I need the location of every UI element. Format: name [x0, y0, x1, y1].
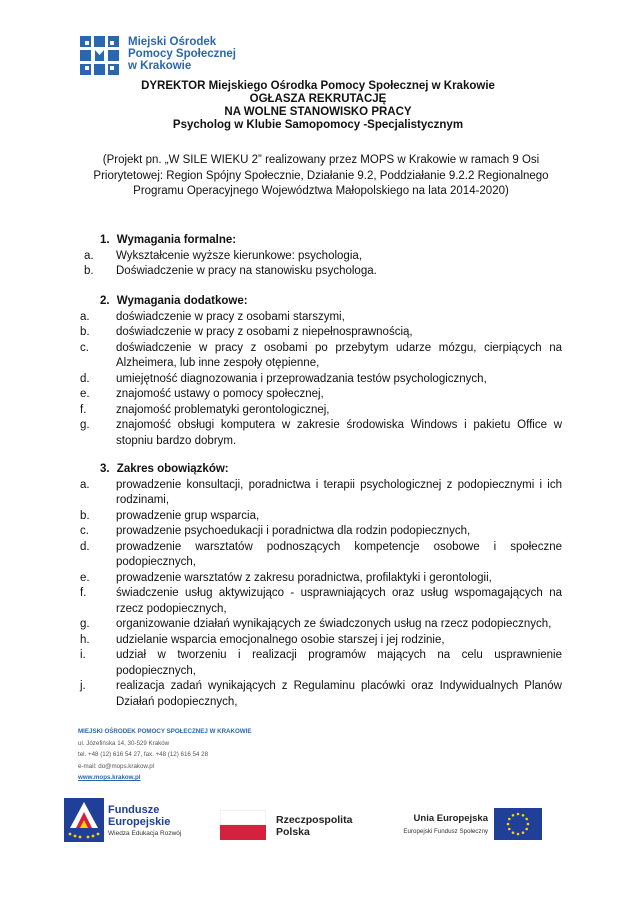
item-letter: c. [80, 341, 89, 354]
list-item [80, 341, 562, 372]
logo-line2: Pomocy Społecznej [128, 48, 237, 60]
fe-line3: Wiedza Edukacja Rozwój [108, 830, 182, 837]
title-line4: Psycholog w Klubie Samopomocy -Specjalistycznym [172, 119, 464, 131]
item-text: znajomość obsługi komputera w zakresie środowiska Windows i pakietu Office w stopniu bardzo dobrym. [116, 419, 562, 447]
section-number: 1. [100, 234, 110, 246]
item-text: organizowanie działań wynikających ze świadczonych usług na rzecz podopiecznych, [116, 618, 552, 630]
section-heading [80, 233, 562, 249]
logo-line3: w Krakowie [128, 60, 192, 72]
section-heading-text: Wymagania formalne: [116, 234, 237, 246]
item-letter: d. [80, 540, 90, 553]
item-text: prowadzenie konsultacji, poradnictwa i terapii psychologicznej z podopiecznymi i ich rodzinami, [116, 478, 562, 506]
item-letter: a. [80, 310, 90, 323]
section-duties [80, 462, 562, 710]
item-letter: e. [80, 388, 90, 400]
item-letter: g. [80, 618, 90, 630]
item-letter: j. [80, 680, 86, 692]
ue-line1: Unia Europejska [413, 813, 488, 824]
section-heading-text: Wymagania dodatkowe: [116, 295, 248, 307]
eu-flag-icon [494, 808, 542, 840]
ue-line2: Europejski Fundusz Społeczny [403, 828, 488, 835]
section-number: 3. [100, 463, 110, 475]
logo-text [128, 36, 236, 72]
list-item [80, 679, 562, 710]
footer-email[interactable]: e-mail: do@mops.krakow.pl [78, 762, 155, 770]
item-letter: b. [80, 326, 90, 338]
polish-flag-icon [220, 810, 266, 840]
section-number: 2. [100, 295, 110, 307]
fundusze-europejskie-flag-icon [64, 798, 104, 842]
list-item [80, 403, 562, 419]
list-item [80, 617, 562, 633]
item-text: umiejętność diagnozowania i przeprowadzania testów psychologicznych, [116, 372, 487, 385]
item-text: znajomość ustawy o pomocy społecznej, [116, 388, 324, 400]
list-item [80, 325, 562, 341]
section-heading [80, 462, 562, 478]
list-item [80, 524, 562, 540]
item-text: prowadzenie warsztatów z zakresu poradnictwa, profilaktyki i gerontologii, [116, 571, 492, 584]
item-letter: f. [80, 403, 87, 416]
footer-website-link[interactable]: www.mops.krakow.pl [78, 774, 141, 781]
title-line1: DYREKTOR Miejskiego Ośrodka Pomocy Społecznej w Krakowie [141, 80, 495, 92]
list-item [80, 586, 562, 617]
list-item [80, 310, 562, 326]
item-text: doświadczenie w pracy z osobami po przebytym udarze mózgu, cierpiących na Alzheimera, lub inne zespoły otępienne, [116, 341, 562, 369]
item-text: Doświadczenie w pracy na stanowisku psychologa. [116, 265, 377, 277]
title-line2: OGŁASZA REKRUTACJĘ [249, 93, 387, 105]
list-item [80, 478, 562, 509]
section-additional-requirements [80, 294, 562, 449]
fe-line2: Europejskie [108, 816, 171, 828]
footer-phone: tel. +48 (12) 616 54 27, fax. +48 (12) 616 54 28 [78, 751, 209, 758]
rp-logo-text [276, 814, 352, 838]
item-text: Wykształcenie wyższe kierunkowe: psychologia, [116, 249, 362, 262]
footer-org: MIEJSKI OŚRODEK POMOCY SPOŁECZNEJ W KRAKOWIE [78, 728, 252, 735]
item-letter: b. [80, 509, 90, 522]
item-letter: a. [80, 478, 90, 491]
section-formal-requirements [80, 233, 562, 280]
list-item [80, 249, 562, 265]
item-text: udział w tworzeniu i realizacji programów mających na celu usprawnienie podopiecznych, [116, 649, 562, 677]
item-text: znajomość problematyki gerontologicznej, [116, 403, 330, 416]
item-text: doświadczenie w pracy z osobami z niepełnosprawnością, [116, 326, 413, 338]
rp-line2: Polska [276, 826, 310, 838]
item-letter: c. [80, 525, 89, 537]
item-text: udzielanie wsparcia emocjonalnego osobie starszej i jej rodzinie, [116, 633, 445, 646]
item-text: prowadzenie psychoedukacji i poradnictwa dla rodzin podopiecznych, [116, 525, 471, 537]
item-text: doświadczenie w pracy z osobami starszymi, [116, 310, 345, 323]
announcement-title [0, 80, 636, 132]
fe-logo-text [108, 804, 181, 839]
item-text: prowadzenie grup wsparcia, [116, 509, 260, 522]
fe-line1: Fundusze [108, 804, 160, 816]
project-intro: (Projekt pn. „W SILE WIEKU 2” realizowany przez MOPS w Krakowie w ramach 9 Osi Priorytetowej: Region Spójny Społecznie, Działanie 9.2, Poddziałanie 9.2.2 Regionalnego Programu Operacyjnego Województwa Małopolskiego na lata 2014-2020) [93, 154, 549, 197]
list-item [80, 648, 562, 679]
list-item [80, 540, 562, 571]
list-item [80, 264, 562, 280]
list-item [80, 571, 562, 587]
item-letter: b. [84, 265, 94, 277]
item-letter: g. [80, 419, 90, 431]
section-heading-text: Zakres obowiązków: [116, 463, 229, 475]
footer-address: ul. Józefińska 14, 30-529 Kraków [78, 739, 170, 747]
footer-contact [78, 726, 252, 784]
list-item [80, 387, 562, 403]
item-letter: h. [80, 633, 90, 646]
rp-line1: Rzeczpospolita [276, 814, 353, 826]
list-item [80, 633, 562, 649]
item-letter: e. [80, 571, 90, 584]
item-text: prowadzenie warsztatów podnoszących kompetencje osobowe i społeczne podopiecznych, [116, 540, 562, 568]
item-text: realizacja zadań wynikających z Regulaminu placówki oraz Indywidualnych Planów Działań podopiecznych, [116, 680, 562, 708]
ue-logo-text [400, 812, 488, 838]
item-letter: f. [80, 587, 87, 599]
logo-line1: Miejski Ośrodek [128, 36, 217, 48]
list-item [80, 509, 562, 525]
item-text: świadczenie usług aktywizująco - usprawniających oraz usług wspomagających na rzecz podopiecznych, [116, 587, 562, 615]
section-heading [80, 294, 562, 310]
item-letter: d. [80, 372, 90, 385]
list-item [80, 372, 562, 388]
item-letter: i. [80, 649, 86, 661]
mops-logo-icon [80, 36, 120, 76]
list-item [80, 418, 562, 449]
title-line3: NA WOLNE STANOWISKO PRACY [224, 106, 412, 118]
item-letter: a. [84, 249, 94, 262]
